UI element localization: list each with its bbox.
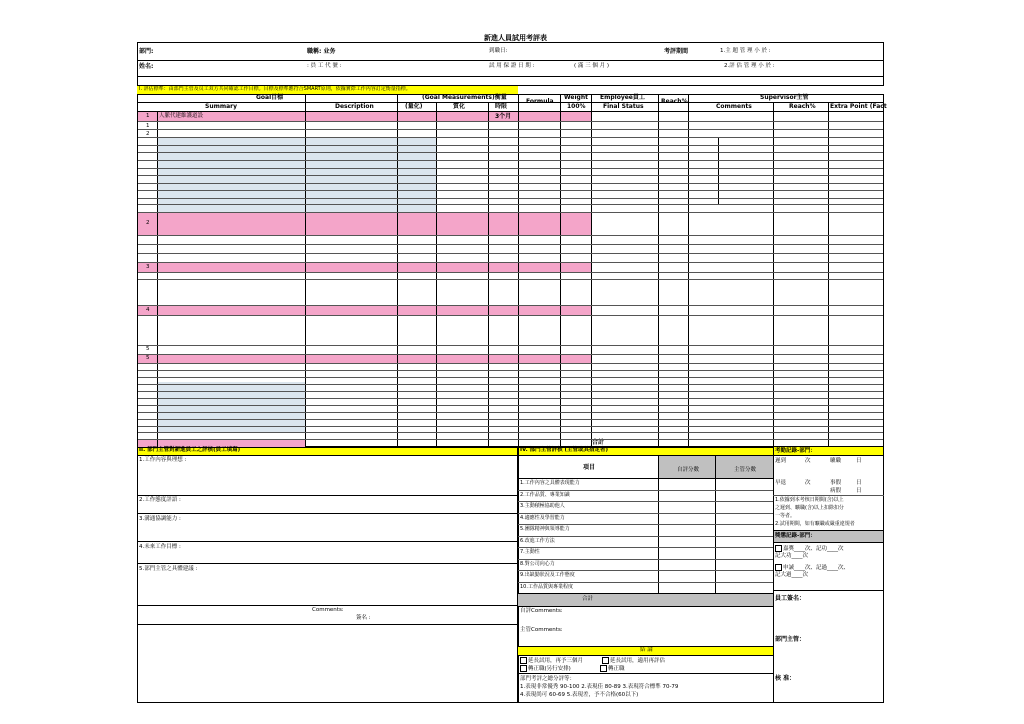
col-weight-total: 100% — [567, 103, 586, 110]
row-num-1: 1 — [146, 113, 150, 119]
checkbox-regular[interactable] — [600, 665, 607, 672]
dept-label: 部門: — [139, 48, 154, 55]
col-deadline: 時限 — [495, 103, 508, 110]
section2-frame — [137, 447, 518, 703]
score-row-line — [518, 490, 773, 491]
att-note2: 之遲到、曠職(含)以上扣除扣分 — [775, 505, 844, 511]
goal-row-line — [138, 384, 883, 385]
score-row-line — [518, 536, 773, 537]
position-label: 職稱: 业务 — [307, 48, 336, 55]
row-deadline-1[interactable]: 3个月 — [495, 113, 512, 120]
score-item: 9.出缺勤狀況及工作態度 — [520, 572, 575, 578]
att-note4: 2.試用期間，如有曠職或嚴重違規者 — [775, 521, 855, 527]
att-sick: 病假 — [830, 488, 842, 494]
section3-title: IV. 部門主管評核 (主管或其指定者) — [520, 447, 609, 453]
goal-row-4 — [138, 305, 591, 315]
section2-title: II. 部門主管對新進員工之評核(員工填寫) — [139, 447, 241, 453]
checkbox-extend[interactable] — [520, 657, 527, 664]
eval-period-item1: 1.主 題 管 理 小 於 : — [720, 48, 771, 54]
score-row-line — [518, 524, 773, 525]
goal-row-line — [138, 235, 883, 236]
section1-title: I. 評估標準：由部門主管及员工双方共同確認工作目標。目標及標準應符合SMART原則，依據實際工作內容訂定衡量指標。 — [139, 86, 411, 92]
goal-row-line — [138, 354, 883, 355]
col-supervisor-group: Supervisor主管 — [760, 94, 809, 101]
goal-row-line — [138, 175, 883, 176]
col-weight: Weight — [564, 94, 588, 101]
result-opt3[interactable] — [520, 665, 571, 673]
self-comments-label[interactable]: 自評Comments: — [520, 608, 563, 614]
score-row-line — [518, 547, 773, 548]
result-opt1-text: 延長試用，再予三個月 — [528, 658, 584, 664]
eval-period-label: 考評期間 — [664, 48, 689, 55]
attendance-title: 考勤記錄-部門： — [775, 448, 816, 454]
score-row-line — [518, 582, 773, 583]
result-opt4[interactable] — [600, 665, 625, 673]
reward-2: 記大功____次 — [775, 553, 809, 559]
col-quality: 質化 — [453, 103, 466, 110]
score-col-sup: 主管分數 — [734, 467, 757, 473]
section2-comments: Comments: — [312, 607, 344, 613]
reward-3[interactable] — [775, 564, 849, 572]
goal-row-line — [138, 121, 883, 122]
result-opt4-text: 轉正職 — [608, 666, 625, 672]
section2-q1[interactable]: 1.工作內容與理想 : — [139, 457, 187, 463]
col-employee-group: Employee員工 — [600, 94, 645, 101]
section2-q3[interactable]: 3.溝通協調能力 : — [139, 516, 181, 522]
goal-row-line — [138, 262, 883, 263]
col-qty: (量化) — [405, 103, 423, 110]
goal-row-line — [138, 152, 883, 153]
row-num-2b: 2 — [146, 220, 150, 226]
result-opt3-text: 轉正職(另行安排) — [528, 666, 571, 672]
reward-4: 記大過____次 — [775, 572, 809, 578]
checkbox-extend-review[interactable] — [602, 657, 609, 664]
goal-row-line — [138, 160, 883, 161]
goal-row-line — [138, 377, 883, 378]
goal-row-line — [138, 426, 883, 427]
reward-3-text: 申誡____次、記過____次、 — [783, 565, 850, 571]
score-item: 7.主動性 — [520, 549, 540, 555]
att-absent-unit: 日 — [856, 458, 862, 464]
col-reach: Reach% — [661, 98, 688, 105]
col-sup-reach: Reach% — [789, 103, 816, 110]
staff-no-label: : 員 工 代 號 : — [307, 63, 342, 69]
goal-row-line — [138, 405, 883, 406]
score-item: 1.工作內容之具體表現能力 — [520, 480, 580, 486]
goal-row-total — [138, 439, 305, 447]
goal-row-line — [138, 253, 883, 254]
att-late: 遲到 — [775, 458, 787, 464]
goal-row-line — [138, 279, 883, 280]
row-num-4: 4 — [146, 307, 150, 313]
section2-q5[interactable]: 5.部門主管之具體建議 : — [139, 566, 198, 572]
sup-comments-label[interactable]: 主管Comments: — [520, 627, 563, 633]
probation-note: ( 滿 三 個 月 ) — [574, 63, 610, 69]
sign-approve[interactable]: 核 准： — [775, 675, 796, 682]
att-absent: 曠職 — [830, 458, 842, 464]
score-total-label: 合計 — [582, 596, 594, 602]
goal-row-line — [138, 363, 883, 364]
goal-row-line — [138, 419, 883, 420]
att-note3: 一等者。 — [775, 513, 796, 519]
checkbox-reward-3[interactable] — [775, 564, 782, 571]
goal-row-line — [138, 305, 883, 306]
checkbox-transfer[interactable] — [520, 665, 527, 672]
score-item: 10.工作品質與專業程度 — [520, 583, 573, 590]
score-item: 2.工作品質、專業知識 — [520, 491, 570, 498]
score-item: 3.主動積極協助他人 — [520, 503, 565, 509]
grade-line1: 1.表現非常優秀 90-100 2.表現佳 80-89 3.表現符合標準 70-79 — [520, 684, 679, 690]
probation-label: 試 用 保 證 日 期 : — [489, 63, 535, 69]
arrival-date-label: 到職日: — [489, 48, 508, 54]
goal-row-line — [138, 391, 883, 392]
att-leave-unit: 日 — [856, 480, 862, 486]
name-label: 姓名: — [139, 63, 154, 70]
goal-row-line — [138, 204, 883, 205]
section2-q2[interactable]: 2.工作態度評語 : — [139, 497, 181, 503]
score-col-item: 項目 — [583, 464, 596, 471]
att-early: 早退 — [775, 480, 787, 486]
col-final-status: Final Status — [603, 103, 644, 110]
score-row-line — [518, 559, 773, 560]
att-note1: 1.依據到本考核日期間(含)以上 — [775, 497, 844, 503]
goal-row-1 — [138, 111, 591, 121]
reward-1[interactable] — [775, 545, 844, 553]
result-opt1[interactable] — [520, 657, 583, 665]
score-item: 5.團隊精神與領導能力 — [520, 526, 570, 532]
goal-row-line — [138, 315, 883, 316]
score-row-line — [518, 513, 773, 514]
att-early-unit: 次 — [805, 480, 811, 486]
goal-row-line — [138, 145, 883, 146]
att-leave: 事假 — [830, 480, 842, 486]
row-num-1b: 1 — [146, 123, 150, 129]
row-num-2: 2 — [146, 131, 150, 137]
att-sick-unit: 日 — [856, 488, 862, 494]
section2-q4[interactable]: 4.未來工作目標 : — [139, 544, 181, 550]
score-item: 4.適應性及學習能力 — [520, 514, 565, 521]
page-title: 新進人員試用考評表 — [484, 34, 547, 42]
score-row-line — [518, 570, 773, 571]
col-comments: Comments — [716, 103, 752, 110]
goal-row-line — [138, 168, 883, 169]
att-late-unit: 次 — [805, 458, 811, 464]
goal-row-line — [138, 345, 883, 346]
score-item: 8.對公司向心力 — [520, 560, 555, 567]
goal-row-line — [138, 272, 883, 273]
grade-title: 部門考評之總分評等： — [520, 676, 576, 682]
sign-employee[interactable]: 員工簽名： — [775, 595, 806, 602]
goal-row-line — [138, 198, 883, 199]
goal-row-2 — [138, 212, 591, 235]
goal-row-line — [138, 398, 883, 399]
result-opt2-text: 延長試用，適用再評估 — [610, 658, 666, 664]
goal-row-line — [138, 129, 883, 130]
score-total-bg — [518, 593, 773, 606]
goal-row-line — [138, 432, 883, 433]
col-goal-group: Goal目標 — [256, 94, 284, 101]
blue-area-2 — [157, 382, 305, 432]
row-summary-1[interactable]: 人脈代建維護道設 — [159, 113, 204, 119]
col-description: Description — [335, 103, 374, 110]
goal-row-5 — [138, 354, 591, 363]
section2-signature[interactable]: 簽名 : — [356, 615, 371, 621]
goal-total-label: 合計 — [592, 439, 605, 446]
col-formula: Formula — [526, 98, 554, 105]
result-opt2[interactable] — [602, 657, 665, 665]
reward-title: 獎懲記錄-部門： — [775, 533, 816, 539]
goal-row-line — [138, 412, 883, 413]
col-measure-group: (Goal Measurements)衡量 — [422, 94, 507, 101]
sign-supervisor[interactable]: 部門主管： — [775, 636, 806, 643]
score-row-line — [518, 501, 773, 502]
goal-row-3 — [138, 262, 591, 272]
goal-row-line — [138, 439, 883, 440]
row-num-3: 3 — [146, 264, 150, 270]
row-num-5b: 5 — [146, 355, 150, 361]
checkbox-reward-1[interactable] — [775, 545, 782, 552]
goal-row-line — [138, 212, 883, 213]
result-label: 結 論 — [640, 647, 653, 653]
row-num-5: 5 — [146, 346, 150, 352]
goal-row-line — [138, 370, 883, 371]
reward-1-text: 嘉獎____次、記功____次 — [783, 546, 844, 552]
score-col-self: 自評分數 — [677, 467, 700, 473]
eval-period-item2: 2.評 估 管 理 小 於 : — [724, 63, 775, 69]
score-item: 6.改進工作方法 — [520, 537, 555, 544]
goal-row-line — [138, 190, 883, 191]
col-summary: Summary — [205, 103, 238, 110]
grade-line2: 4.表現尚可 60-69 5.表現差，予不合格(60以下) — [520, 692, 639, 698]
goal-row-line — [138, 137, 883, 138]
goal-row-line — [138, 244, 883, 245]
col-extra: Extra Point (Fact — [830, 103, 887, 110]
goal-row-line — [138, 183, 883, 184]
